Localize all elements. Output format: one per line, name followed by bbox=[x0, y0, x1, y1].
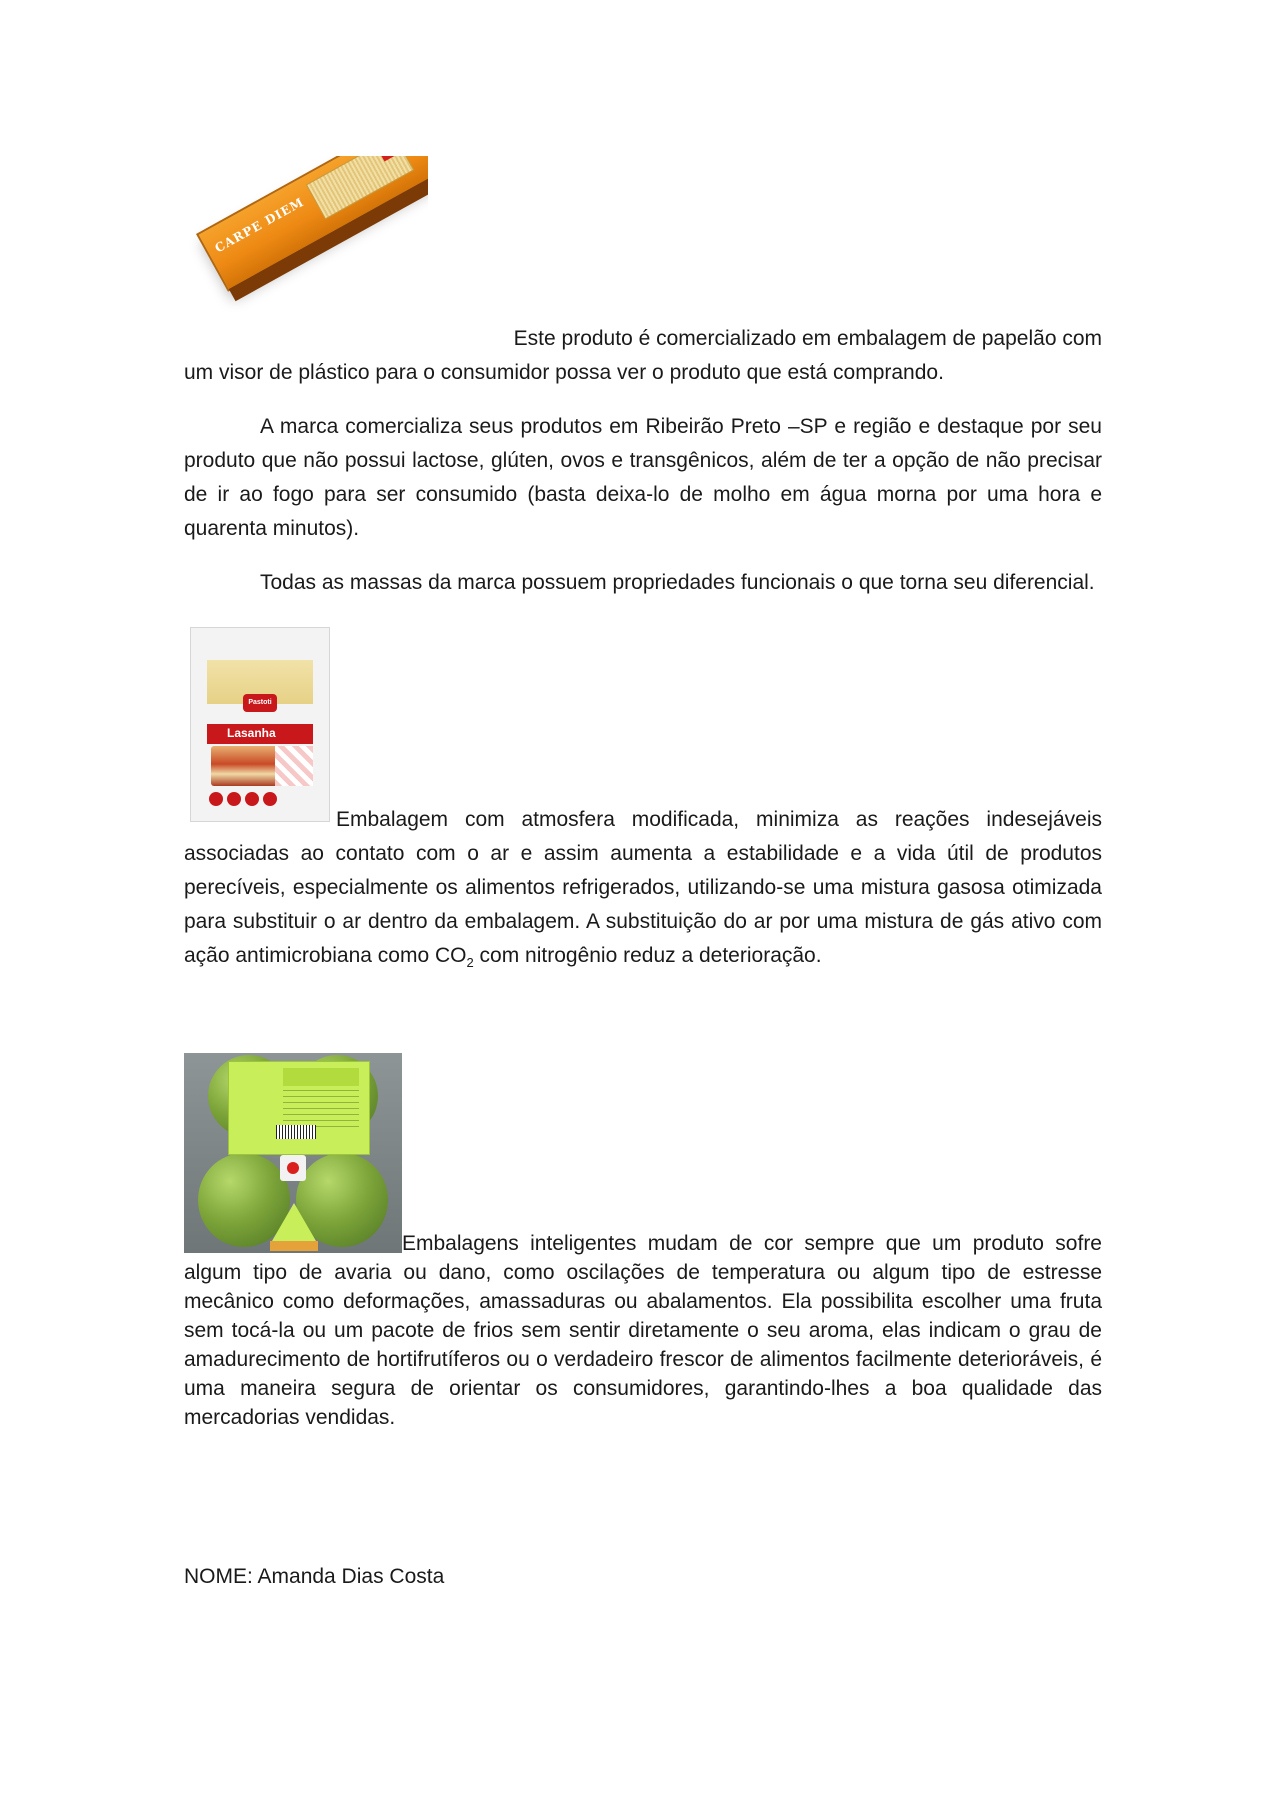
paragraph-4-line-1-text: Embalagem com atmosfera modificada, minimiza as reações indesejáveis bbox=[336, 808, 1102, 831]
ripeness-dot-icon bbox=[287, 1162, 299, 1174]
lasagna-food-photo bbox=[211, 746, 281, 786]
lasagna-pattern bbox=[275, 746, 313, 786]
info-icon bbox=[263, 792, 277, 806]
pears-triangle-label bbox=[272, 1203, 316, 1241]
pasta-box-body bbox=[196, 156, 428, 292]
paragraph-4-body-end: com nitrogênio reduz a deterioração. bbox=[473, 944, 822, 967]
pears-package-label bbox=[228, 1061, 370, 1155]
info-icon bbox=[245, 792, 259, 806]
pasta-box-brand: CARPE DIEM bbox=[212, 194, 307, 256]
paragraph-5-body: algum tipo de avaria ou dano, como oscilações de temperatura ou algum tipo de estresse mecânico como deformações, amassaduras ou abalamentos. Ela possibilita escolher uma fruta sem tocá-la ou um pacote de frios sem sentir diretamente o seu aroma, elas indicam o grau de amadurecimento de hortifrutíferos ou o verdadeiro frescor de alimentos facilmente deterioráveis, é uma maneira segura de orientar os consumidores, garantindo-lhes a boa qualidade das mercadorias vendidas. bbox=[184, 1261, 1102, 1429]
info-icon bbox=[227, 792, 241, 806]
pears-label-header bbox=[283, 1068, 359, 1086]
paragraph-1-line-2: um visor de plástico para o consumidor possa ver o produto que está comprando. bbox=[184, 361, 944, 384]
paragraph-2: A marca comercializa seus produtos em Ribeirão Preto –SP e região e destaque por seu produto que não possui lactose, glúten, ovos e transgênicos, além de ter a opção de não precisar de ir ao fogo para ser consumido (basta deixa-lo de molho em água morna por uma hora e quarenta minutos). bbox=[184, 415, 1102, 540]
info-icon bbox=[209, 792, 223, 806]
paragraph-1-line-1: Este produto é comercializado em embalagem de papelão com bbox=[513, 327, 1102, 350]
paragraph-5-line-1-text: Embalagens inteligentes mudam de cor sempre que um produto sofre bbox=[402, 1232, 1102, 1255]
lasagna-brand-logo: Pastoti bbox=[243, 694, 277, 712]
pears-label-text-lines bbox=[283, 1090, 359, 1130]
co2-subscript: 2 bbox=[466, 955, 474, 971]
pears-package-image bbox=[184, 1053, 402, 1253]
author-name: NOME: Amanda Dias Costa bbox=[184, 1565, 445, 1588]
barcode-icon bbox=[276, 1125, 316, 1139]
lasagna-label-text: Lasanha bbox=[227, 726, 276, 740]
paragraph-4-body bbox=[184, 837, 1102, 980]
lasagna-info-icons bbox=[209, 792, 289, 806]
pears-bottom-strip bbox=[270, 1241, 318, 1251]
pasta-box-image bbox=[184, 156, 428, 348]
lasagna-package-image bbox=[190, 627, 330, 822]
paragraph-4-body-text: associadas ao contato com o ar e assim aumenta a estabilidade e a vida útil de produtos perecíveis, especialmente os alimentos refrigerados, utilizando-se uma mistura gasosa otimizada para substituir o ar dentro da embalagem. A substituição do ar por uma mistura de gás ativo com ação antimicrobiana como CO bbox=[184, 842, 1102, 967]
paragraph-3: Todas as massas da marca possuem propriedades funcionais o que torna seu diferencial. bbox=[260, 571, 1095, 594]
